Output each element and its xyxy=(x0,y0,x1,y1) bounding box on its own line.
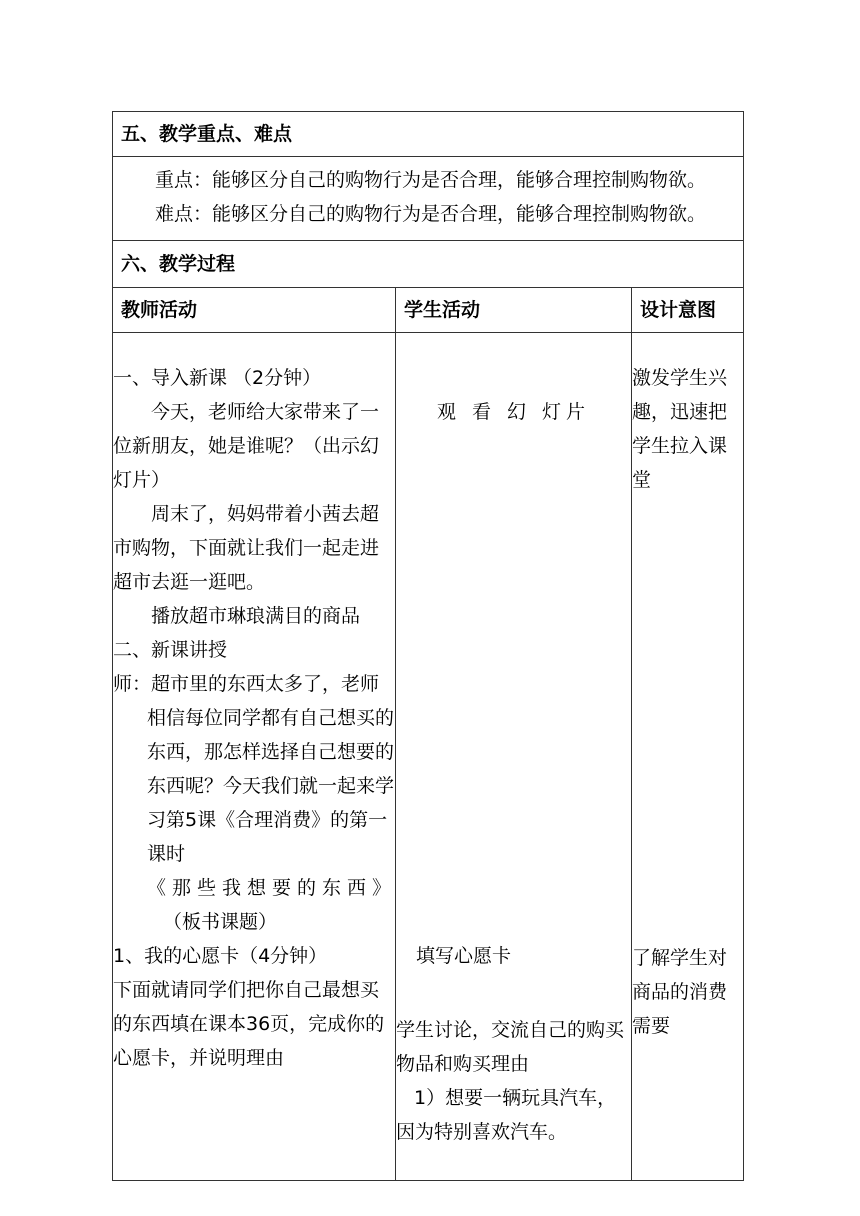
supermarket-paragraph: 周末了，妈妈带着小茜去超市购物，下面就让我们一起走进超市去逛一逛吧。 xyxy=(113,503,380,593)
student-discussion-text: 学生讨论，交流自己的购买物品和购买理由 xyxy=(396,1019,625,1075)
intent-understand-text: 了解学生对商品的消费需要 xyxy=(632,947,728,1037)
teacher-activity-header: 教师活动 xyxy=(113,288,396,333)
design-intent-header: 设计意图 xyxy=(632,288,744,333)
watch-slides-text: 观 看 幻 灯片 xyxy=(436,401,591,423)
student-activity-header: 学生活动 xyxy=(396,288,632,333)
intent-motivate-text: 激发学生兴趣，迅速把学生拉入课堂 xyxy=(632,367,728,491)
intro-paragraph: 今天，老师给大家带来了一位新朋友，她是谁呢？（出示幻灯片） xyxy=(113,401,380,491)
wish-card-instruction: 下面就请同学们把你自己最想买的东西填在课本36页，完成你的心愿卡，并说明理由 xyxy=(113,979,385,1069)
process-content-row xyxy=(113,333,744,1181)
section5-content xyxy=(113,157,744,241)
student-example-text: 1）想要一辆玩具汽车，因为特别喜欢汽车。 xyxy=(396,1087,617,1143)
section5-title: 五、教学重点、难点 xyxy=(113,112,744,157)
difficult-point-text: 难点：能够区分自己的购物行为是否合理，能够合理控制购物欲。 xyxy=(155,203,707,225)
section6-title: 六、教学过程 xyxy=(113,241,744,288)
key-point-text: 重点：能够区分自己的购物行为是否合理，能够合理控制购物欲。 xyxy=(155,169,707,191)
teacher-speech: 师：超市里的东西太多了，老师相信每位同学都有自己想买的东西，那怎样选择自己想要的东西呢？今天我们就一起来学习第5课《合理消费》的第一课时 xyxy=(113,673,395,865)
play-goods-text: 播放超市琳琅满目的商品 xyxy=(151,605,361,627)
teacher-activity-cell xyxy=(113,333,396,1181)
section5-header-row xyxy=(113,112,744,157)
fill-wish-card-text: 填写心愿卡 xyxy=(416,945,512,967)
column-header-row xyxy=(113,288,744,333)
new-lesson-heading: 二、新课讲授 xyxy=(113,639,228,661)
lesson-plan-table xyxy=(112,111,744,1181)
intro-heading: 一、导入新课 （2分钟） xyxy=(113,367,322,389)
section5-content-row xyxy=(113,157,744,241)
board-title-note: （板书课题） xyxy=(163,911,278,933)
lesson-title: 《那些我想要的东西》 xyxy=(147,877,398,899)
wish-card-heading: 1、我的心愿卡（4分钟） xyxy=(113,945,328,967)
design-intent-cell xyxy=(632,333,744,1181)
student-activity-cell xyxy=(396,333,632,1181)
section6-header-row xyxy=(113,241,744,288)
